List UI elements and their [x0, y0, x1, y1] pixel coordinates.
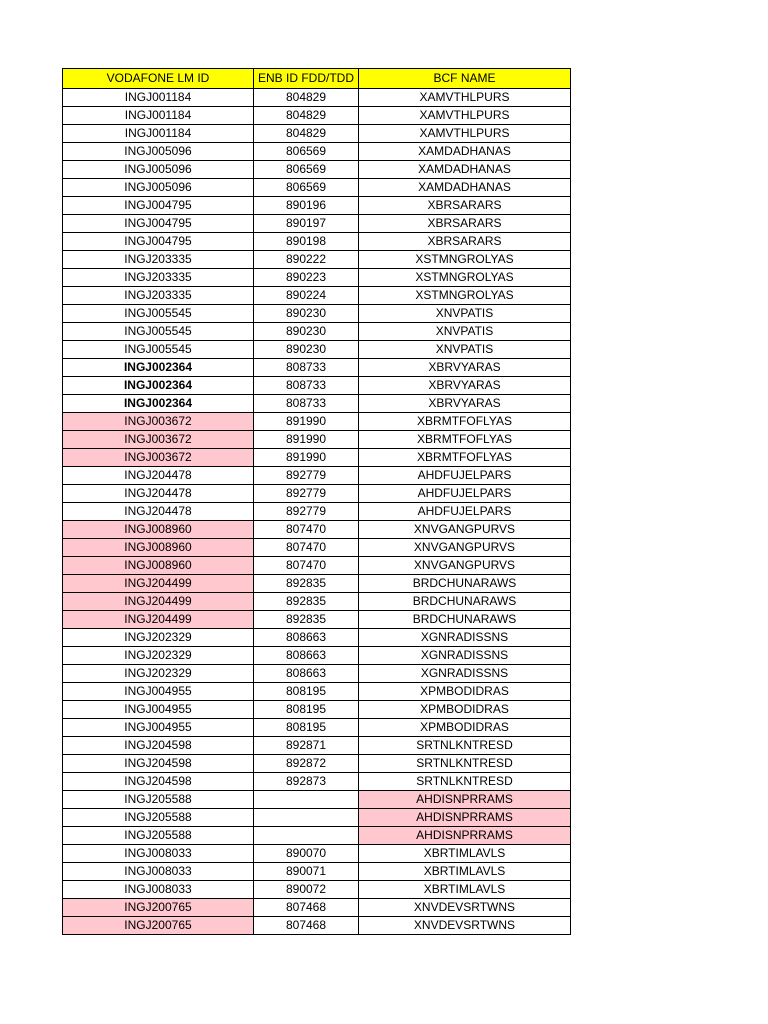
- lm-id-cell[interactable]: INGJ205588: [63, 827, 254, 845]
- table-row: [63, 683, 571, 701]
- table-row: [63, 845, 571, 863]
- table-row: [63, 431, 571, 449]
- lm-id-cell[interactable]: INGJ001184: [63, 89, 254, 107]
- enb-id-cell[interactable]: 808195: [254, 683, 359, 701]
- bcf-name-cell[interactable]: XAMVTHLPURS: [359, 107, 571, 125]
- enb-id-cell[interactable]: 808733: [254, 395, 359, 413]
- bcf-name-cell[interactable]: XBRSARARS: [359, 197, 571, 215]
- table-row: [63, 341, 571, 359]
- bcf-name-cell[interactable]: XNVPATIS: [359, 323, 571, 341]
- enb-id-cell[interactable]: 890230: [254, 323, 359, 341]
- lm-id-cell[interactable]: INGJ005096: [63, 179, 254, 197]
- enb-id-cell[interactable]: 890230: [254, 305, 359, 323]
- bcf-name-cell[interactable]: XSTMNGROLYAS: [359, 251, 571, 269]
- table-row: [63, 665, 571, 683]
- enb-id-cell[interactable]: 807470: [254, 539, 359, 557]
- table-row: [63, 791, 571, 809]
- lm-id-cell[interactable]: INGJ204478: [63, 485, 254, 503]
- enb-id-cell[interactable]: 807470: [254, 557, 359, 575]
- lm-id-cell[interactable]: INGJ005096: [63, 161, 254, 179]
- bcf-name-cell[interactable]: XBRVYARAS: [359, 359, 571, 377]
- bcf-name-cell[interactable]: XBRMTFOFLYAS: [359, 431, 571, 449]
- enb-id-cell[interactable]: [254, 809, 359, 827]
- table-row: [63, 395, 571, 413]
- table-row: [63, 107, 571, 125]
- table-row: [63, 215, 571, 233]
- lm-id-cell[interactable]: INGJ204499: [63, 611, 254, 629]
- lm-id-cell[interactable]: INGJ004795: [63, 233, 254, 251]
- enb-id-cell[interactable]: [254, 791, 359, 809]
- table-row: [63, 413, 571, 431]
- bcf-name-cell[interactable]: XGNRADISSNS: [359, 647, 571, 665]
- enb-id-cell[interactable]: 890224: [254, 287, 359, 305]
- enb-id-cell[interactable]: 890197: [254, 215, 359, 233]
- lm-id-cell[interactable]: INGJ001184: [63, 125, 254, 143]
- table-row: [63, 629, 571, 647]
- lm-id-cell[interactable]: INGJ005096: [63, 143, 254, 161]
- table-row: [63, 377, 571, 395]
- lm-id-cell[interactable]: INGJ008960: [63, 521, 254, 539]
- lm-id-cell[interactable]: INGJ204598: [63, 773, 254, 791]
- bcf-name-cell[interactable]: BRDCHUNARAWS: [359, 593, 571, 611]
- bcf-name-cell[interactable]: XBRSARARS: [359, 215, 571, 233]
- table-row: [63, 701, 571, 719]
- bcf-name-cell[interactable]: XNVGANGPURVS: [359, 521, 571, 539]
- enb-id-cell[interactable]: 806569: [254, 161, 359, 179]
- lm-id-cell[interactable]: INGJ202329: [63, 629, 254, 647]
- lm-id-cell[interactable]: INGJ204598: [63, 737, 254, 755]
- table-row: [63, 593, 571, 611]
- table-row: [63, 161, 571, 179]
- bcf-name-cell[interactable]: XSTMNGROLYAS: [359, 287, 571, 305]
- bcf-name-cell[interactable]: XPMBODIDRAS: [359, 683, 571, 701]
- lm-id-cell[interactable]: INGJ008033: [63, 881, 254, 899]
- table-row: [63, 197, 571, 215]
- bcf-name-cell[interactable]: XBRVYARAS: [359, 377, 571, 395]
- lm-id-cell[interactable]: INGJ003672: [63, 413, 254, 431]
- table-row: [63, 323, 571, 341]
- table-row: [63, 899, 571, 917]
- enb-id-cell[interactable]: 808195: [254, 719, 359, 737]
- table-row: [63, 773, 571, 791]
- table-row: [63, 539, 571, 557]
- table-row: [63, 881, 571, 899]
- table-row: [63, 827, 571, 845]
- table-row: [63, 467, 571, 485]
- table-row: [63, 917, 571, 935]
- bcf-name-cell[interactable]: XNVPATIS: [359, 341, 571, 359]
- header-row: [63, 69, 571, 89]
- enb-id-cell[interactable]: [254, 827, 359, 845]
- table-row: [63, 575, 571, 593]
- column-header-enb-id[interactable]: ENB ID FDD/TDD: [254, 69, 359, 89]
- table-row: [63, 269, 571, 287]
- table-row: [63, 179, 571, 197]
- table-row: [63, 611, 571, 629]
- table-row: [63, 809, 571, 827]
- lm-id-cell[interactable]: INGJ003672: [63, 449, 254, 467]
- lm-id-cell[interactable]: INGJ203335: [63, 287, 254, 305]
- lm-id-cell[interactable]: INGJ004795: [63, 215, 254, 233]
- enb-id-cell[interactable]: 808663: [254, 647, 359, 665]
- lm-id-cell[interactable]: INGJ001184: [63, 107, 254, 125]
- lm-id-cell[interactable]: INGJ202329: [63, 665, 254, 683]
- table-row: [63, 521, 571, 539]
- table-row: [63, 863, 571, 881]
- bcf-name-cell[interactable]: XBRTIMLAVLS: [359, 863, 571, 881]
- enb-id-cell[interactable]: 892779: [254, 503, 359, 521]
- enb-id-cell[interactable]: 890222: [254, 251, 359, 269]
- lm-id-cell[interactable]: INGJ204478: [63, 503, 254, 521]
- lm-id-cell[interactable]: INGJ204598: [63, 755, 254, 773]
- column-header-bcf-name[interactable]: BCF NAME: [359, 69, 571, 89]
- lm-id-cell[interactable]: INGJ205588: [63, 809, 254, 827]
- lm-id-cell[interactable]: INGJ008960: [63, 557, 254, 575]
- lm-id-cell[interactable]: INGJ002364: [63, 395, 254, 413]
- enb-id-cell[interactable]: 892779: [254, 467, 359, 485]
- enb-id-cell[interactable]: 808733: [254, 377, 359, 395]
- bcf-name-cell[interactable]: BRDCHUNARAWS: [359, 575, 571, 593]
- table-row: [63, 287, 571, 305]
- lm-id-cell[interactable]: INGJ004795: [63, 197, 254, 215]
- lm-id-cell[interactable]: INGJ004955: [63, 701, 254, 719]
- lm-id-cell[interactable]: INGJ004955: [63, 683, 254, 701]
- bcf-name-cell[interactable]: XPMBODIDRAS: [359, 701, 571, 719]
- enb-id-cell[interactable]: 891990: [254, 431, 359, 449]
- bcf-name-cell[interactable]: AHDFUJELPARS: [359, 467, 571, 485]
- bcf-name-cell[interactable]: XNVDEVSRTWNS: [359, 899, 571, 917]
- bcf-name-cell[interactable]: XBRMTFOFLYAS: [359, 449, 571, 467]
- table-row: [63, 485, 571, 503]
- bcf-name-cell[interactable]: XAMDADHANAS: [359, 179, 571, 197]
- enb-id-cell[interactable]: 808733: [254, 359, 359, 377]
- lm-id-cell[interactable]: INGJ005545: [63, 305, 254, 323]
- table-row: [63, 449, 571, 467]
- enb-id-cell[interactable]: 891990: [254, 413, 359, 431]
- enb-id-cell[interactable]: 807468: [254, 917, 359, 935]
- lm-id-cell[interactable]: INGJ203335: [63, 269, 254, 287]
- table-row: [63, 233, 571, 251]
- bcf-name-cell[interactable]: SRTNLKNTRESD: [359, 773, 571, 791]
- enb-id-cell[interactable]: 804829: [254, 107, 359, 125]
- lm-id-cell[interactable]: INGJ204499: [63, 593, 254, 611]
- enb-id-cell[interactable]: 807468: [254, 899, 359, 917]
- table-row: [63, 143, 571, 161]
- table-row: [63, 647, 571, 665]
- enb-id-cell[interactable]: 808663: [254, 629, 359, 647]
- bcf-name-cell[interactable]: AHDISNPRRAMS: [359, 827, 571, 845]
- bcf-name-cell[interactable]: SRTNLKNTRESD: [359, 755, 571, 773]
- enb-id-cell[interactable]: 892835: [254, 593, 359, 611]
- enb-id-cell[interactable]: 892873: [254, 773, 359, 791]
- lm-id-cell[interactable]: INGJ008960: [63, 539, 254, 557]
- bcf-name-cell[interactable]: AHDFUJELPARS: [359, 503, 571, 521]
- table-row: [63, 89, 571, 107]
- lm-id-cell[interactable]: INGJ003672: [63, 431, 254, 449]
- bcf-name-cell[interactable]: XNVDEVSRTWNS: [359, 917, 571, 935]
- table-row: [63, 503, 571, 521]
- bcf-name-cell[interactable]: XSTMNGROLYAS: [359, 269, 571, 287]
- bcf-name-cell[interactable]: XBRTIMLAVLS: [359, 845, 571, 863]
- enb-id-cell[interactable]: 892835: [254, 611, 359, 629]
- enb-id-cell[interactable]: 890198: [254, 233, 359, 251]
- bcf-name-cell[interactable]: XNVPATIS: [359, 305, 571, 323]
- lm-id-cell[interactable]: INGJ002364: [63, 377, 254, 395]
- lm-id-cell[interactable]: INGJ204478: [63, 467, 254, 485]
- enb-id-cell[interactable]: 890196: [254, 197, 359, 215]
- enb-id-cell[interactable]: 892835: [254, 575, 359, 593]
- bcf-name-cell[interactable]: AHDFUJELPARS: [359, 485, 571, 503]
- table-row: [63, 719, 571, 737]
- lm-id-cell[interactable]: INGJ203335: [63, 251, 254, 269]
- table-row: [63, 737, 571, 755]
- enb-id-cell[interactable]: 804829: [254, 89, 359, 107]
- lm-id-cell[interactable]: INGJ004955: [63, 719, 254, 737]
- bcf-name-cell[interactable]: XAMVTHLPURS: [359, 125, 571, 143]
- lm-id-cell[interactable]: INGJ005545: [63, 323, 254, 341]
- lm-id-cell[interactable]: INGJ202329: [63, 647, 254, 665]
- lm-id-cell[interactable]: INGJ008033: [63, 845, 254, 863]
- spreadsheet-table: [62, 68, 571, 935]
- table-row: [63, 125, 571, 143]
- enb-id-cell[interactable]: 890070: [254, 845, 359, 863]
- lm-id-cell[interactable]: INGJ005545: [63, 341, 254, 359]
- enb-id-cell[interactable]: 804829: [254, 125, 359, 143]
- bcf-name-cell[interactable]: XGNRADISSNS: [359, 665, 571, 683]
- enb-id-cell[interactable]: 890071: [254, 863, 359, 881]
- bcf-name-cell[interactable]: AHDISNPRRAMS: [359, 809, 571, 827]
- lm-id-cell[interactable]: INGJ200765: [63, 917, 254, 935]
- lm-id-cell[interactable]: INGJ200765: [63, 899, 254, 917]
- column-header-lm-id[interactable]: VODAFONE LM ID: [63, 69, 254, 89]
- bcf-name-cell[interactable]: XPMBODIDRAS: [359, 719, 571, 737]
- enb-id-cell[interactable]: 892872: [254, 755, 359, 773]
- enb-id-cell[interactable]: 892871: [254, 737, 359, 755]
- enb-id-cell[interactable]: 807470: [254, 521, 359, 539]
- bcf-name-cell[interactable]: XBRMTFOFLYAS: [359, 413, 571, 431]
- table-row: [63, 305, 571, 323]
- enb-id-cell[interactable]: 890223: [254, 269, 359, 287]
- enb-id-cell[interactable]: 808195: [254, 701, 359, 719]
- bcf-name-cell[interactable]: XAMDADHANAS: [359, 143, 571, 161]
- enb-id-cell[interactable]: 808663: [254, 665, 359, 683]
- bcf-name-cell[interactable]: XBRSARARS: [359, 233, 571, 251]
- table-row: [63, 755, 571, 773]
- lm-id-cell[interactable]: INGJ205588: [63, 791, 254, 809]
- enb-id-cell[interactable]: 890072: [254, 881, 359, 899]
- enb-id-cell[interactable]: 806569: [254, 143, 359, 161]
- bcf-name-cell[interactable]: SRTNLKNTRESD: [359, 737, 571, 755]
- enb-id-cell[interactable]: 892779: [254, 485, 359, 503]
- table-row: [63, 251, 571, 269]
- bcf-name-cell[interactable]: XBRVYARAS: [359, 395, 571, 413]
- bcf-name-cell[interactable]: XGNRADISSNS: [359, 629, 571, 647]
- enb-id-cell[interactable]: 891990: [254, 449, 359, 467]
- lm-id-cell[interactable]: INGJ008033: [63, 863, 254, 881]
- enb-id-cell[interactable]: 890230: [254, 341, 359, 359]
- lm-id-cell[interactable]: INGJ204499: [63, 575, 254, 593]
- bcf-name-cell[interactable]: XNVGANGPURVS: [359, 539, 571, 557]
- bcf-name-cell[interactable]: XBRTIMLAVLS: [359, 881, 571, 899]
- table-row: [63, 359, 571, 377]
- enb-id-cell[interactable]: 806569: [254, 179, 359, 197]
- table-row: [63, 557, 571, 575]
- bcf-name-cell[interactable]: BRDCHUNARAWS: [359, 611, 571, 629]
- bcf-name-cell[interactable]: XAMDADHANAS: [359, 161, 571, 179]
- bcf-name-cell[interactable]: AHDISNPRRAMS: [359, 791, 571, 809]
- bcf-name-cell[interactable]: XNVGANGPURVS: [359, 557, 571, 575]
- bcf-name-cell[interactable]: XAMVTHLPURS: [359, 89, 571, 107]
- lm-id-cell[interactable]: INGJ002364: [63, 359, 254, 377]
